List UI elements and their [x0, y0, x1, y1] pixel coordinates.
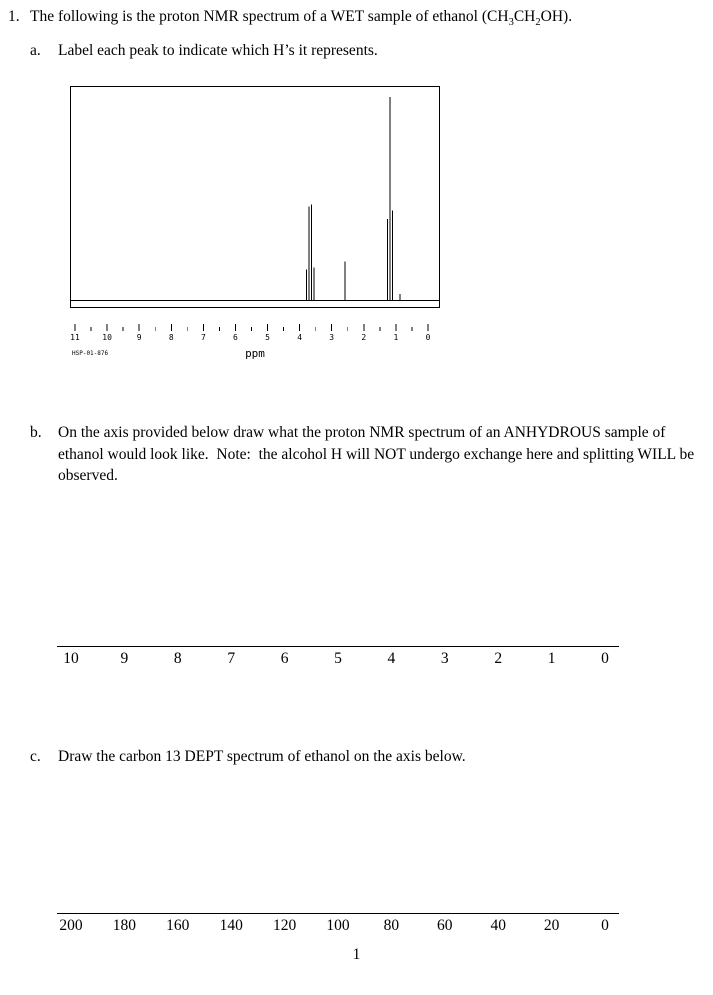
- axis-tick-label: 180: [112, 917, 137, 934]
- formula-subscript: 2: [535, 17, 541, 29]
- svg-text:0: 0: [425, 333, 431, 342]
- axis-tick-label: 2: [494, 650, 503, 667]
- part-a: [30, 40, 690, 62]
- axis-tick-label: 20: [543, 917, 560, 934]
- axis-tick-label: 100: [326, 917, 350, 934]
- axis-tick-label: 7: [227, 650, 236, 667]
- carbon-dept-blank-axis: [57, 913, 619, 944]
- axis-tick-label: 120: [272, 917, 297, 934]
- axis-tick-label: 60: [437, 917, 453, 934]
- question-text-before: The following is the proton NMR spectrum of a WET sample of ethanol (CH: [30, 8, 509, 25]
- svg-text:ppm: ppm: [245, 347, 265, 360]
- axis-tick-label: 3: [440, 650, 449, 667]
- svg-text:5: 5: [265, 333, 270, 342]
- axis-tick-label: 9: [120, 650, 129, 667]
- svg-text:10: 10: [102, 333, 112, 342]
- axis-tick-label: 1: [547, 650, 556, 667]
- nmr-spectrum-plot: [70, 86, 440, 371]
- svg-text:7: 7: [200, 333, 206, 342]
- svg-text:1: 1: [393, 333, 399, 342]
- formula-subscript: 3: [508, 17, 514, 29]
- proton-nmr-spectrum-figure: [70, 86, 440, 371]
- question-text-after: OH).: [540, 8, 573, 25]
- part-b-text: On the axis provided below draw what the proton NMR spectrum of an ANHYDROUS sample of ethanol would look like. Note: the alcohol H will NOT undergo exchange here and splitting WILL be observed.: [58, 424, 698, 485]
- axis-tick-label: 4: [387, 650, 396, 667]
- part-c-label: c.: [30, 748, 41, 765]
- part-c-text: Draw the carbon 13 DEPT spectrum of ethanol on the axis below.: [58, 748, 466, 765]
- question-text-mid: CH: [513, 8, 536, 25]
- page-number: 1: [352, 946, 361, 963]
- svg-text:11: 11: [70, 333, 80, 342]
- axis-tick-label: 0: [601, 650, 609, 667]
- part-b-label: b.: [30, 424, 42, 441]
- proton-nmr-blank-axis: [57, 646, 619, 677]
- axis-tick-label: 6: [280, 650, 289, 667]
- part-c: [30, 746, 690, 768]
- part-a-label: a.: [30, 42, 41, 59]
- svg-text:9: 9: [136, 333, 142, 342]
- axis-tick-label: 160: [166, 917, 190, 934]
- svg-text:6: 6: [233, 333, 238, 342]
- part-a-text: Label each peak to indicate which H’s it represents.: [58, 42, 378, 59]
- axis-tick-label: 0: [601, 917, 609, 934]
- svg-text:8: 8: [168, 333, 174, 342]
- svg-text:3: 3: [329, 333, 335, 342]
- svg-text:4: 4: [297, 333, 303, 342]
- axis-tick-label: 10: [63, 650, 79, 667]
- svg-text:HSP-01-876: HSP-01-876: [72, 350, 109, 357]
- question-text: [30, 6, 572, 31]
- axis-tick-label: 40: [490, 917, 506, 934]
- axis-tick-label: 140: [219, 917, 243, 934]
- axis-tick-label: 5: [334, 650, 342, 667]
- axis-tick-label: 80: [383, 917, 400, 934]
- part-b: [30, 422, 712, 487]
- svg-text:2: 2: [361, 333, 367, 342]
- axis-tick-label: 200: [59, 917, 83, 934]
- question-number: 1.: [8, 8, 20, 25]
- question-1: [8, 6, 708, 31]
- axis-tick-label: 8: [173, 650, 182, 667]
